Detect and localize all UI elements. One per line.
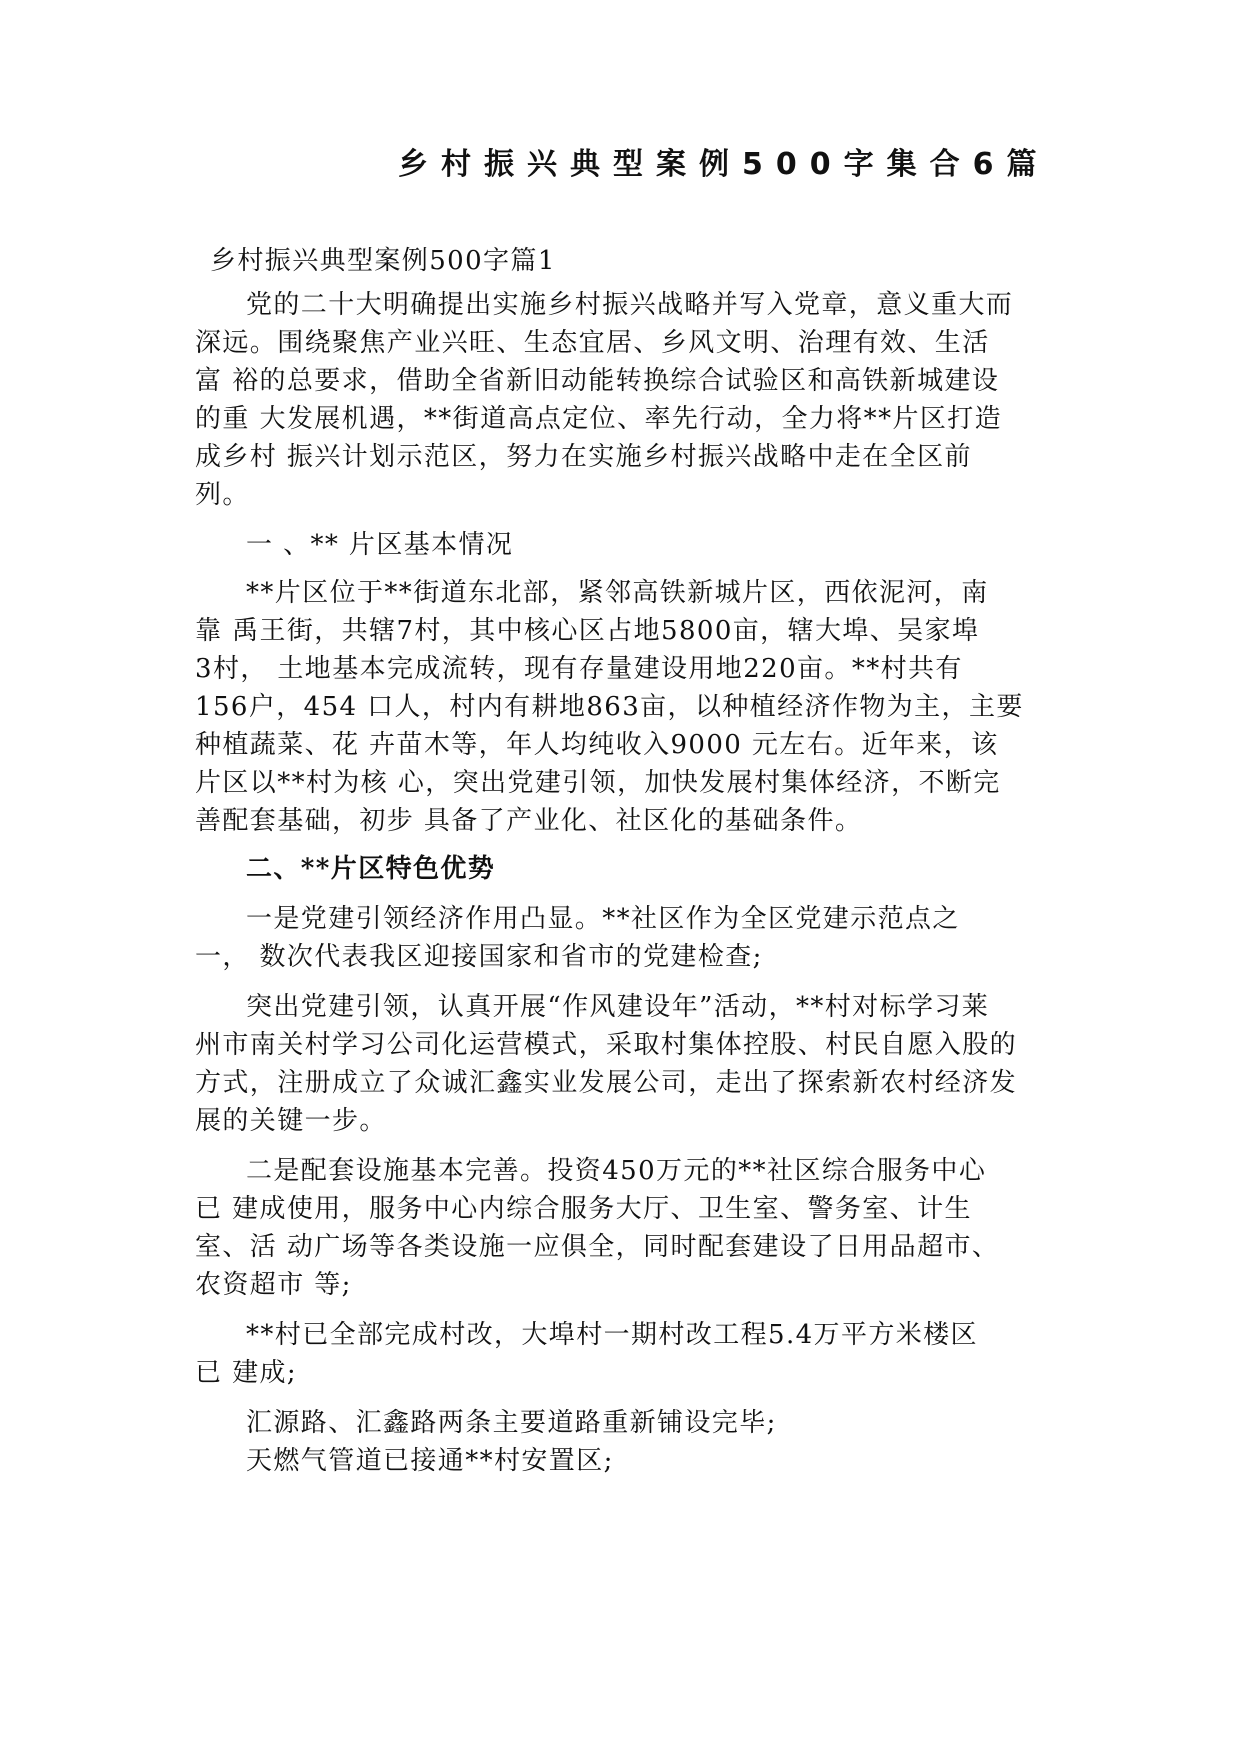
paragraph-line: 善配套基础，初步 具备了产业化、社区化的基础条件。 xyxy=(195,806,863,836)
section-heading: 一 、** 片区基本情况 xyxy=(246,530,514,560)
paragraph-line: 二是配套设施基本完善。投资450万元的**社区综合服务中心 xyxy=(246,1156,987,1186)
paragraph-line: **村已全部完成村改，大埠村一期村改工程5.4万平方米楼区 xyxy=(246,1320,978,1350)
paragraph-line: 深远。围绕聚焦产业兴旺、生态宜居、乡风文明、治理有效、生活 xyxy=(195,328,990,358)
document-title: 乡村振兴典型案例500字集合6篇 xyxy=(398,147,1050,182)
section-heading: 二、**片区特色优势 xyxy=(246,854,496,884)
paragraph-line: 一是党建引领经济作用凸显。**社区作为全区党建示范点之 xyxy=(246,904,960,934)
paragraph-line: 天燃气管道已接通**村安置区; xyxy=(246,1446,614,1476)
paragraph-line: 156户，454 口人，村内有耕地863亩，以种植经济作物为主，主要 xyxy=(195,692,1024,722)
paragraph-line: 农资超市 等; xyxy=(195,1270,352,1300)
paragraph-line: 已 建成; xyxy=(195,1358,298,1388)
paragraph-line: 靠 禹王街，共辖7村，其中核心区占地5800亩，辖大埠、吴家埠 xyxy=(195,616,980,646)
paragraph-line: 一， 数次代表我区迎接国家和省市的党建检查; xyxy=(195,942,763,972)
paragraph-line: **片区位于**街道东北部，紧邻高铁新城片区，西依泥河，南 xyxy=(246,578,989,608)
paragraph-line: 展的关键一步。 xyxy=(195,1106,387,1136)
paragraph-line: 方式，注册成立了众诚汇鑫实业发展公司，走出了探索新农村经济发 xyxy=(195,1068,1018,1098)
paragraph-line: 的重 大发展机遇，**街道高点定位、率先行动，全力将**片区打造 xyxy=(195,404,1003,434)
paragraph-line: 片区以**村为核 心，突出党建引领，加快发展村集体经济，不断完 xyxy=(195,768,1001,798)
paragraph-line: 3村， 土地基本完成流转，现有存量建设用地220亩。**村共有 xyxy=(195,654,963,684)
subtitle-line: 乡村振兴典型案例500字篇1 xyxy=(210,246,556,276)
paragraph-line: 成乡村 振兴计划示范区，努力在实施乡村振兴战略中走在全区前 xyxy=(195,442,972,472)
paragraph-line: 党的二十大明确提出实施乡村振兴战略并写入党章，意义重大而 xyxy=(246,290,1014,320)
paragraph-line: 突出党建引领，认真开展“作风建设年”活动，**村对标学习莱 xyxy=(246,992,990,1022)
paragraph-line: 已 建成使用，服务中心内综合服务大厅、卫生室、警务室、计生 xyxy=(195,1194,972,1224)
paragraph-line: 州市南关村学习公司化运营模式，采取村集体控股、村民自愿入股的 xyxy=(195,1030,1018,1060)
paragraph-line: 富 裕的总要求，借助全省新旧动能转换综合试验区和高铁新城建设 xyxy=(195,366,1000,396)
paragraph-line: 种植蔬菜、花 卉苗木等，年人均纯收入9000 元左右。近年来，该 xyxy=(195,730,999,760)
paragraph-line: 列。 xyxy=(195,480,250,510)
paragraph-line: 汇源路、汇鑫路两条主要道路重新铺设完毕; xyxy=(246,1408,777,1438)
paragraph-line: 室、活 动广场等各类设施一应俱全，同时配套建设了日用品超市、 xyxy=(195,1232,1000,1262)
